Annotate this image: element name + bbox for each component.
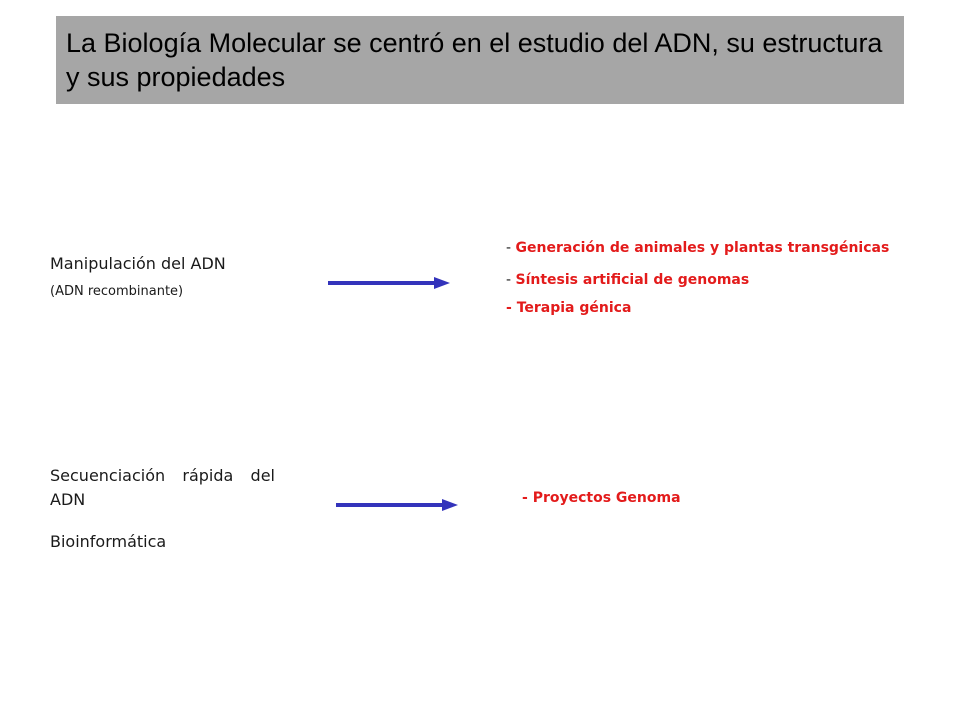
result-transgenic	[506, 238, 889, 258]
manipulation-sublabel: (ADN recombinante)	[50, 284, 184, 299]
result-dash: -	[506, 272, 516, 288]
arrow-right-icon	[328, 274, 452, 292]
manipulation-label: Manipulación del ADN	[50, 254, 226, 273]
result-dash: -	[506, 240, 516, 256]
result-text: Proyectos Genoma	[532, 490, 681, 506]
sequencing-label: Secuenciación rápida del ADN	[50, 466, 275, 509]
arrow-right-icon	[336, 496, 460, 514]
result-text: Síntesis artificial de genomas	[515, 272, 750, 288]
title-banner	[56, 16, 904, 104]
slide-title: La Biología Molecular se centró en el estudio del ADN, su estructura y sus propiedades	[66, 28, 883, 92]
result-dash: -	[506, 300, 517, 316]
result-gene-therapy	[506, 298, 631, 318]
result-text: Generación de animales y plantas transgénicas	[515, 240, 890, 256]
bioinformatics-label: Bioinformática	[50, 532, 167, 551]
result-text: Terapia génica	[516, 300, 632, 316]
result-synthesis	[506, 270, 749, 290]
result-genome-projects	[522, 488, 681, 508]
result-dash: -	[522, 490, 533, 506]
